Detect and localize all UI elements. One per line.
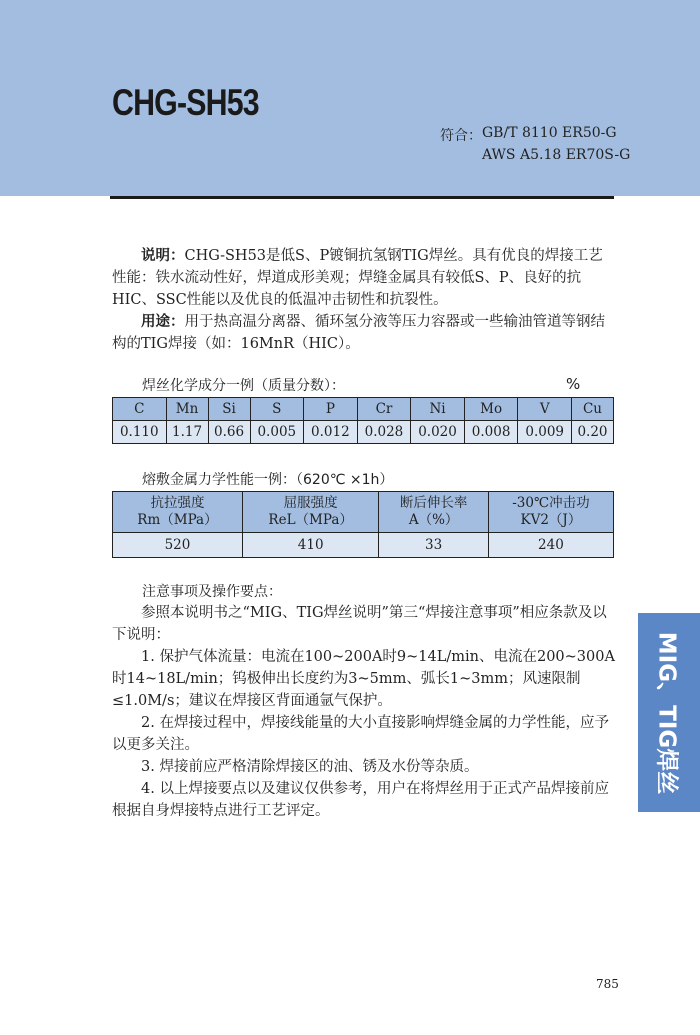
chem-value-cell: 0.005 [250,421,304,444]
mech-header-line1: -30℃冲击功 [512,495,590,511]
chem-header-cell: P [304,398,358,421]
notes-item: 2. 在焊接过程中，焊接线能量的大小直接影响焊缝金属的力学性能，应予以更多关注。 [112,715,609,753]
chem-header-cell: S [250,398,304,421]
mech-header-line2: A（%） [408,512,459,528]
chem-header-cell: Mn [166,398,208,421]
mech-value-cell: 240 [488,533,613,558]
notes-intro: 参照本说明书之“MIG、TIG焊丝说明”第三“焊接注意事项”相应条款及以下说明： [112,605,607,643]
mech-title: 熔敷金属力学性能一例：（620℃ ×1h） [142,472,394,488]
chem-value-cell: 0.009 [518,421,572,444]
mech-header-cell [379,492,488,533]
description-label: 说明： [141,248,185,264]
mech-header-line2: Rm（MPa） [137,512,218,528]
usage-paragraph [112,311,616,355]
standard-label: 符合： [440,128,482,144]
standard-gb: GB/T 8110 ER50-G [482,125,617,141]
chem-value-cell: 0.66 [208,421,250,444]
mech-header-cell [113,492,243,533]
chem-value-cell: 1.17 [166,421,208,444]
chem-header-row [113,398,614,421]
mech-header-row [113,492,614,533]
chem-header-cell: V [518,398,572,421]
chem-value-cell: 0.020 [411,421,465,444]
chem-value-cell: 0.028 [357,421,411,444]
chem-table [112,397,614,444]
mech-header-line1: 断后伸长率 [399,495,468,511]
mech-header-line2: ReL（MPa） [268,512,353,528]
chem-value-cell: 0.110 [113,421,167,444]
standard-aws: AWS A5.18 ER70S-G [482,147,631,163]
description-paragraph [112,245,616,311]
chem-header-cell: C [113,398,167,421]
mech-value-cell: 410 [242,533,379,558]
side-tab-label: MIG、TIG焊丝 [653,631,680,795]
mech-value-cell: 520 [113,533,243,558]
chem-value-cell: 0.012 [304,421,358,444]
mech-header-cell [242,492,379,533]
notes-title: 注意事项及操作要点： [142,584,282,600]
header-rule [110,196,614,199]
mech-header-line1: 抗拉强度 [150,495,205,511]
mech-header-line2: KV2（J） [520,512,582,528]
chem-unit: % [566,375,581,393]
chem-value-cell: 0.20 [571,421,613,444]
mech-header-cell [488,492,613,533]
notes-item: 1. 保护气体流量：电流在100~200A时9~14L/min、电流在200~300A时14~18L/min；钨极伸出长度约为3~5mm、弧长1~3mm；风速限制≤1.0M/s；建议在焊接区背面通氩气保护。 [112,649,615,709]
chem-title: 焊丝化学成分一例（质量分数）： [142,378,345,394]
chem-header-cell: Si [208,398,250,421]
chem-header-cell: Ni [411,398,465,421]
chem-value-row [113,421,614,444]
mech-value-cell: 33 [379,533,488,558]
description-text: CHG-SH53是低S、P镀铜抗氢钢TIG焊丝。具有优良的焊接工艺性能：铁水流动性好，焊道成形美观；焊缝金属具有较低S、P、良好的抗HIC、SSC性能以及优良的低温冲击韧性和抗裂性。 [112,248,603,308]
chem-value-cell: 0.008 [464,421,518,444]
chem-header-cell: Cr [357,398,411,421]
mech-table [112,491,614,558]
usage-text: 用于热高温分离器、循环氢分液等压力容器或一些输油管道等钢结构的TIG焊接（如：16MnR（HIC）。 [112,314,605,352]
header-band [0,0,700,196]
chem-header-cell: Mo [464,398,518,421]
page-number: 785 [596,977,619,991]
product-title: CHG-SH53 [112,82,259,123]
mech-value-row [113,533,614,558]
chem-header-cell: Cu [571,398,613,421]
notes-item: 3. 焊接前应严格清除焊接区的油、锈及水份等杂质。 [141,759,479,775]
mech-header-line1: 屈服强度 [283,495,338,511]
notes-item: 4. 以上焊接要点以及建议仅供参考，用户在将焊丝用于正式产品焊接前应根据自身焊接特点进行工艺评定。 [112,781,609,819]
usage-label: 用途： [141,314,185,330]
